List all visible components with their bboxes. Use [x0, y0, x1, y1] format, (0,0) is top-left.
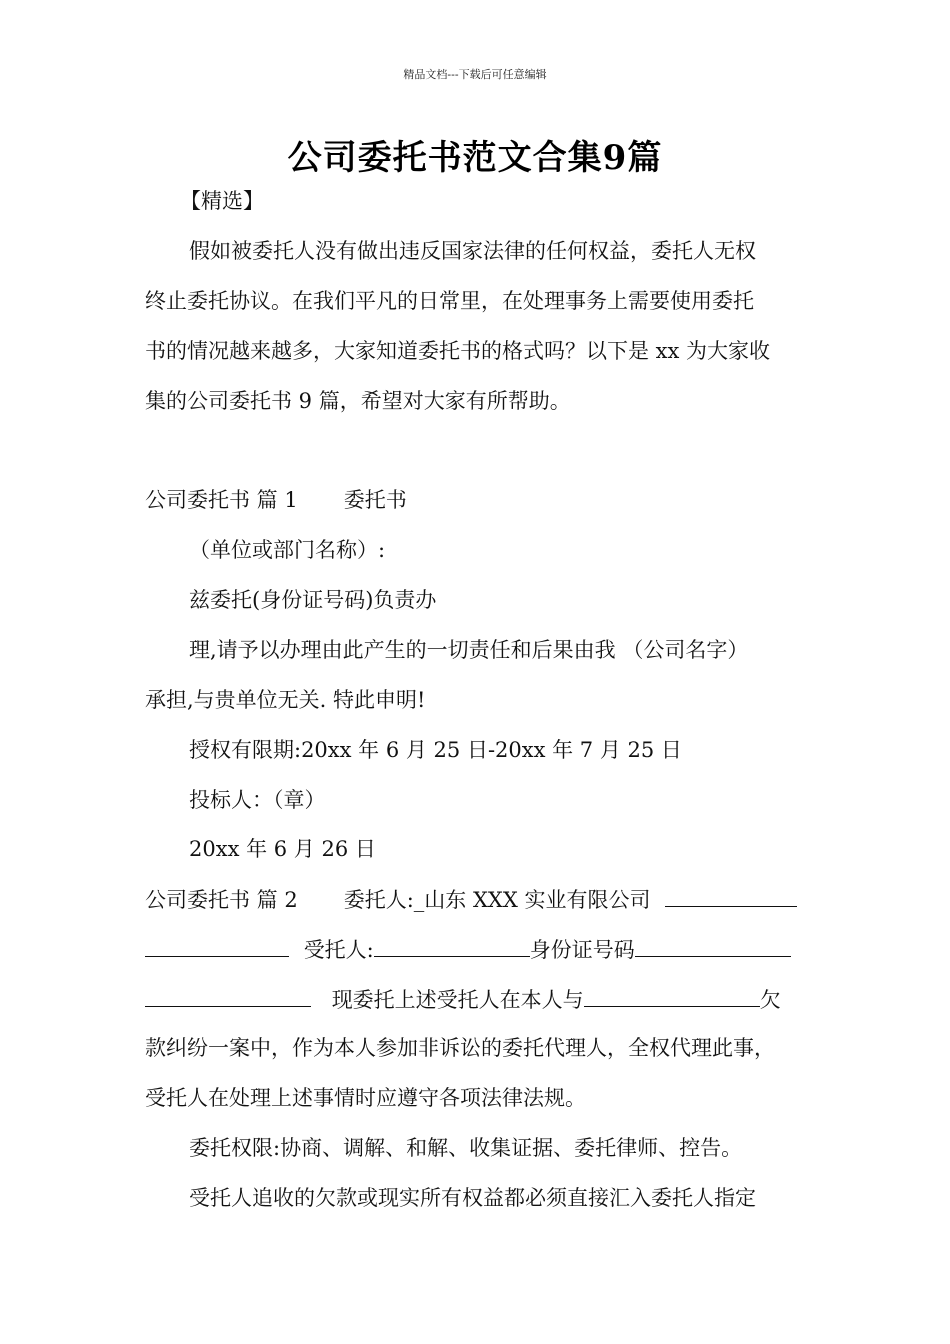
- tag-label: 【精选】: [180, 189, 264, 213]
- section2-entrust-line: [145, 988, 835, 1011]
- blank-line: [584, 988, 760, 1007]
- section1-line-2: 理,请予以办理由此产生的一切责任和后果由我 （公司名字）: [189, 638, 749, 662]
- section1-heading-title: 委托书: [343, 488, 407, 512]
- section1-addressee: （单位或部门名称）:: [189, 538, 386, 562]
- section1-line-1: 兹委托(身份证号码)负责办: [189, 588, 437, 612]
- section1-line-3: 承担,与贵单位无关. 特此申明!: [145, 688, 426, 712]
- blank-line: [635, 938, 791, 957]
- blank-line: [374, 938, 530, 957]
- section2-heading-label: 公司委托书 篇 2: [145, 888, 298, 912]
- section2-id-label: 身份证号码: [529, 938, 635, 962]
- document-title: 公司委托书范文合集9篇: [287, 138, 663, 178]
- blank-line: [145, 938, 289, 957]
- section2-debt-char: 欠: [759, 988, 781, 1012]
- section1-date: 20xx 年 6 月 26 日: [189, 837, 376, 861]
- section2-entrust-text: 现委托上述受托人在本人与: [331, 988, 584, 1012]
- section2-line-c: 受托人追收的欠款或现实所有权益都必须直接汇入委托人指定: [189, 1186, 756, 1210]
- section2-line-a: 款纠纷一案中，作为本人参加非诉讼的委托代理人，全权代理此事，: [145, 1036, 775, 1060]
- page-header: 精品文档---下载后可任意编辑: [403, 68, 547, 81]
- section2-heading-line: [145, 888, 835, 911]
- section1-heading-label: 公司委托书 篇 1: [145, 488, 298, 512]
- intro-line-3: 书的情况越来越多，大家知道委托书的格式吗？以下是 xx 为大家收: [145, 339, 771, 363]
- intro-line-2: 终止委托协议。在我们平凡的日常里，在处理事务上需要使用委托: [145, 289, 754, 313]
- intro-line-4: 集的公司委托书 9 篇，希望对大家有所帮助。: [145, 389, 571, 413]
- section1-period: 授权有限期:20xx 年 6 月 25 日-20xx 年 7 月 25 日: [189, 738, 682, 762]
- section2-line-b: 受托人在处理上述事情时应遵守各项法律法规。: [145, 1086, 586, 1110]
- section1-signer: 投标人：（章）: [189, 788, 326, 812]
- intro-line-1: 假如被委托人没有做出违反国家法律的任何权益，委托人无权: [189, 239, 756, 263]
- blank-line: [145, 988, 311, 1007]
- section1-heading: [145, 490, 835, 511]
- section2-agent-label: 受托人:: [303, 938, 374, 962]
- section2-principal: 委托人:_山东 XXX 实业有限公司: [343, 888, 651, 912]
- blank-line: [665, 888, 797, 907]
- section2-powers: 委托权限:协商、调解、和解、收集证据、委托律师、控告。: [189, 1136, 743, 1160]
- section2-agent-line: [145, 938, 835, 961]
